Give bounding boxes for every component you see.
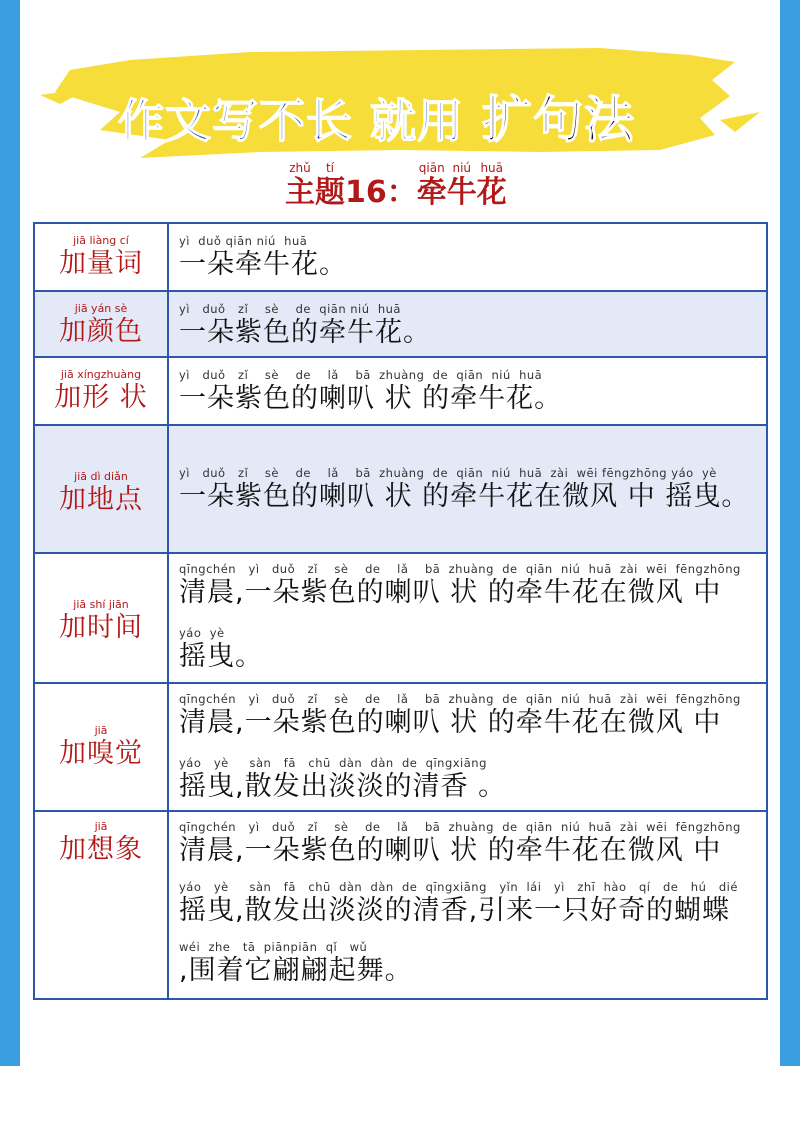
label-pinyin: jiā dì diǎn xyxy=(74,470,128,483)
topic-subtitle xyxy=(285,160,545,220)
sentence-text: 清晨,一朵紫色的喇叭 状 的牵牛花在微风 中 xyxy=(179,707,722,738)
sentence-line xyxy=(179,302,431,349)
table-row xyxy=(35,554,766,684)
sentence-line xyxy=(179,940,413,987)
sentence-pinyin: yáo yè sàn fā chū dàn dàn de qīngxiāng xyxy=(179,756,487,770)
row-label-cell xyxy=(35,554,169,682)
subtitle-number: 16： xyxy=(345,175,417,210)
subtitle-char: qiān 牵 xyxy=(416,161,447,210)
sentence-text: 一朵牵牛花。 xyxy=(179,249,347,280)
sentence-text: ,围着它翩翩起舞。 xyxy=(179,955,413,986)
sentence-pinyin: qīngchén yì duǒ zǐ sè de lǎ bā zhuàng de qiān niú huā zài wēi fēngzhōng xyxy=(179,692,741,706)
subtitle-char: zhǔ 主 xyxy=(285,161,315,210)
sentence-line xyxy=(179,820,741,867)
subtitle-char: tí 题 xyxy=(315,161,345,210)
subtitle-char: niú 牛 xyxy=(446,161,477,210)
sentence-line xyxy=(179,466,749,513)
sentence-line xyxy=(179,368,562,415)
label-text: 加时间 xyxy=(59,612,143,643)
sentence-pinyin: yì duǒ qiān niú huā xyxy=(179,234,308,248)
sentence-text: 一朵紫色的喇叭 状 的牵牛花。 xyxy=(179,383,563,414)
label-pinyin: jiā yán sè xyxy=(74,302,128,315)
sentence-line xyxy=(179,880,738,927)
label-pinyin: jiā xyxy=(94,820,108,833)
sentence-text: 摇曳。 xyxy=(179,641,263,672)
table-row xyxy=(35,426,766,554)
page-title xyxy=(118,80,635,152)
sentence-line xyxy=(179,626,263,673)
sentence-pinyin: wéi zhe tā piānpiān qǐ wǔ xyxy=(179,940,368,954)
label-pinyin: jiā shí jiān xyxy=(73,598,129,611)
sentence-pinyin: yáo yè sàn fā chū dàn dàn de qīngxiāng yǐn lái yì zhī hào qí de hú dié xyxy=(179,880,738,894)
sentence-text: 一朵紫色的牵牛花。 xyxy=(179,317,431,348)
table-row xyxy=(35,292,766,358)
label-text: 加形 状 xyxy=(54,382,148,413)
table-row xyxy=(35,358,766,426)
sentence-line xyxy=(179,234,347,281)
row-label-cell xyxy=(35,426,169,552)
sentence-pinyin: qīngchén yì duǒ zǐ sè de lǎ bā zhuàng de qiān niú huā zài wēi fēngzhōng xyxy=(179,820,741,834)
sentence-pinyin: yáo yè xyxy=(179,626,225,640)
sentence-text: 清晨,一朵紫色的喇叭 状 的牵牛花在微风 中 xyxy=(179,577,722,608)
expansion-table xyxy=(33,222,768,1000)
row-label-cell xyxy=(35,224,169,290)
table-row xyxy=(35,224,766,292)
title-emphasis: 扩句法 xyxy=(482,91,636,149)
table-row xyxy=(35,684,766,812)
label-text: 加颜色 xyxy=(59,316,143,347)
sentence-text: 一朵紫色的喇叭 状 的牵牛花在微风 中 摇曳。 xyxy=(179,481,750,512)
label-pinyin: jiā xíngzhuàng xyxy=(60,368,142,381)
row-label-cell xyxy=(35,358,169,424)
sentence-pinyin: qīngchén yì duǒ zǐ sè de lǎ bā zhuàng de qiān niú huā zài wēi fēngzhōng xyxy=(179,562,741,576)
sentence-line xyxy=(179,692,741,739)
label-pinyin: jiā xyxy=(94,724,108,737)
row-label-cell xyxy=(35,292,169,356)
row-label-cell xyxy=(35,812,169,998)
label-text: 加想象 xyxy=(59,834,143,865)
sentence-pinyin: yì duǒ zǐ sè de lǎ bā zhuàng de qiān niú huā zài wēi fēngzhōng yáo yè xyxy=(179,466,717,480)
label-text: 加量词 xyxy=(59,248,143,279)
sentence-text: 摇曳,散发出淡淡的清香 。 xyxy=(179,771,507,802)
sentence-pinyin: yì duǒ zǐ sè de lǎ bā zhuàng de qiān niú huā xyxy=(179,368,543,382)
label-pinyin: jiā liàng cí xyxy=(73,234,129,247)
sentence-text: 摇曳,散发出淡淡的清香,引来一只好奇的蝴蝶 xyxy=(179,895,731,926)
label-text: 加嗅觉 xyxy=(59,738,143,769)
sentence-line xyxy=(179,756,506,803)
table-row xyxy=(35,812,766,998)
row-label-cell xyxy=(35,684,169,810)
sentence-pinyin: yì duǒ zǐ sè de qiān niú huā xyxy=(179,302,401,316)
label-text: 加地点 xyxy=(59,484,143,515)
subtitle-char: huā 花 xyxy=(476,161,507,210)
sentence-text: 清晨,一朵紫色的喇叭 状 的牵牛花在微风 中 xyxy=(179,835,722,866)
sentence-line xyxy=(179,562,741,609)
title-main: 作文写不长 就用 xyxy=(118,94,465,148)
